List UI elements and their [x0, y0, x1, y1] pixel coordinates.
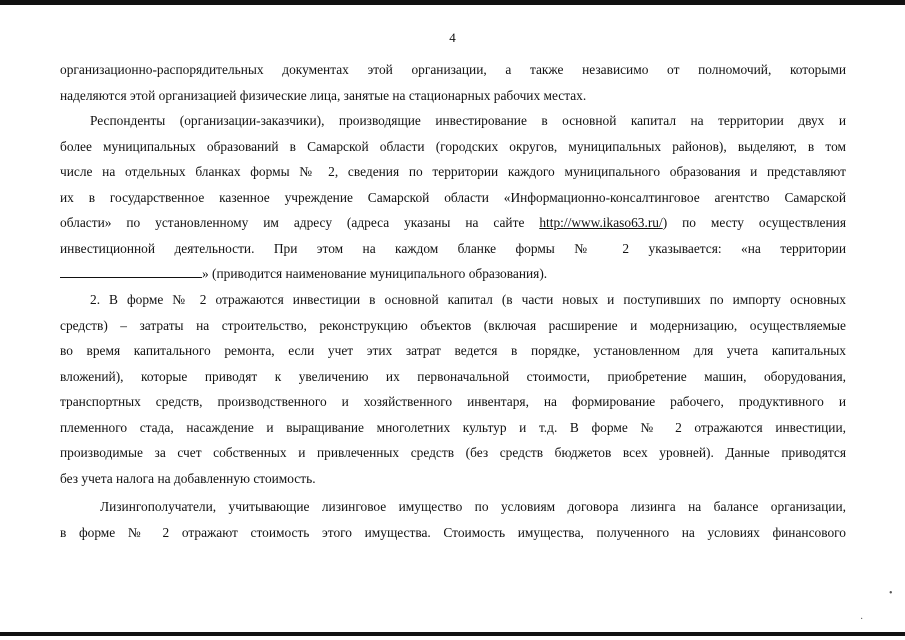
- text-line: без учета налога на добавленную стоимость.: [60, 470, 316, 486]
- blank-field-line: [60, 264, 202, 278]
- text-line: в форме № 2 отражают стоимость этого имущества. Стоимость имущества, полученного на условиях финансового: [60, 524, 846, 540]
- paragraph-continuation: [60, 57, 846, 108]
- text-fragment: ) по месту осуществления: [662, 215, 846, 230]
- text-line: числе на отдельных бланках формы № 2, сведения по территории каждого муниципального образования и представляют: [60, 164, 846, 179]
- text-line: [60, 261, 846, 287]
- text-fragment: области» по установленному им адресу (адреса указаны на сайте: [60, 215, 525, 230]
- text-line: Лизингополучатели, учитывающие лизинговое имущество по условиям договора лизинга на балансе организации,: [100, 499, 846, 514]
- text-line: во время капитального ремонта, если учет этих затрат ведется в порядке, установленном для учета капитальных: [60, 343, 846, 358]
- text-line: транспортных средств, производственного и хозяйственного инвентаря, на формирование рабочего, продуктивного и: [60, 394, 846, 409]
- page-number: 4: [449, 30, 456, 45]
- text-line: вложений), которые приводят к увеличению их первоначальной стоимости, приобретение машин, оборудования,: [60, 368, 846, 384]
- paragraph-respondents: [60, 108, 846, 287]
- text-line: более муниципальных образований в Самарской области (городских округов, муниципальных районов), выделяют, в том: [60, 138, 846, 154]
- paragraph-item-2: [60, 287, 846, 491]
- scan-border-top: [0, 0, 905, 5]
- paragraph-leasing: [60, 494, 846, 545]
- scan-speck: •: [889, 588, 893, 599]
- text-line: [60, 210, 846, 236]
- scan-border-bottom: [0, 632, 905, 636]
- text-line: их в государственное казенное учреждение Самарской области «Информационно-консалтинговое агентство Самарской: [60, 189, 846, 205]
- text-line: Респонденты (организации-заказчики), производящие инвестирование в основной капитал на территории двух и: [90, 113, 846, 128]
- text-fragment: » (приводится наименование муниципального образования).: [202, 266, 548, 281]
- text-line: племенного стада, насаждение и выращивание многолетних культур и т.д. В форме № 2 отражаются инвестиции,: [60, 419, 846, 435]
- text-line: 2. В форме № 2 отражаются инвестиции в основной капитал (в части новых и поступивших по импорту основных: [90, 292, 846, 307]
- scan-speck: ·: [860, 614, 864, 625]
- text-line: организационно-распорядительных документах этой организации, а также независимо от полномочий, которыми: [60, 62, 846, 77]
- text-line: наделяются этой организацией физические лица, занятые на стационарных рабочих местах.: [60, 87, 587, 103]
- text-line: средств) – затраты на строительство, реконструкцию объектов (включая расширение и модернизацию, осуществляемые: [60, 317, 846, 333]
- website-link[interactable]: http://www.ikaso63.ru/: [539, 215, 663, 230]
- text-line: инвестиционной деятельности. При этом на каждом бланке формы № 2 указывается: «на территории: [60, 240, 846, 256]
- text-line: производимые за счет собственных и привлеченных средств (без средств бюджетов всех уровней). Данные приводятся: [60, 445, 846, 460]
